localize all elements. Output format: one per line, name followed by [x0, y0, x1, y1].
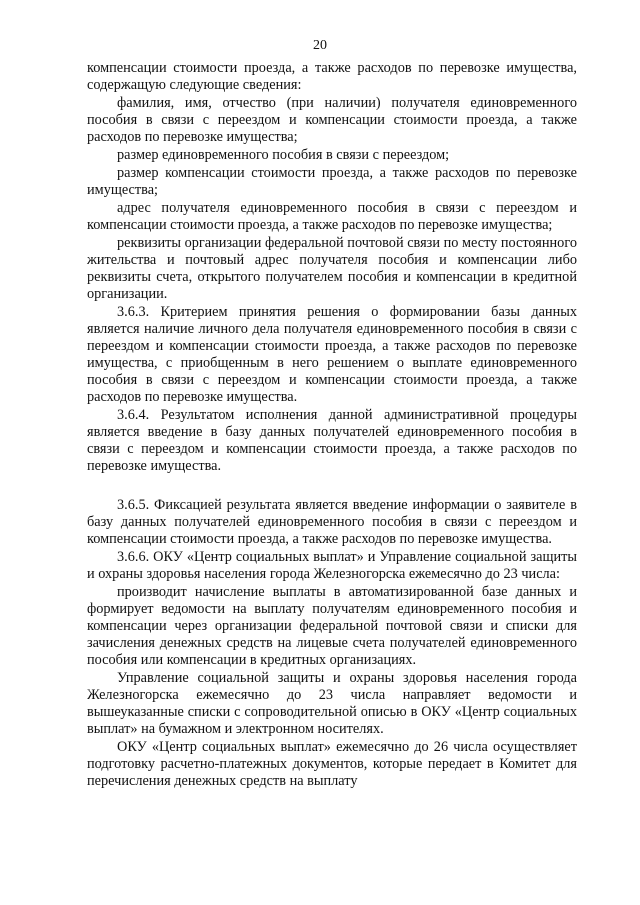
paragraph-list-item-requisites: реквизиты организации федеральной почтовой связи по месту постоянного жительства и почтовый адрес получателя пособия и компенсации либо реквизиты счета, открытого получателем пособия и компенсации в кредитной организации.: [87, 235, 577, 302]
paragraph-department-sends: Управление социальной защиты и охраны здоровья населения города Железногорска ежемесячно до 23 числа направляет ведомости и вышеуказанные списки с сопроводительной описью в ОКУ «Центр социальных выплат» на бумажном и электронном носителях.: [87, 670, 577, 737]
paragraph-list-item-name: фамилия, имя, отчество (при наличии) получателя единовременного пособия в связи с переездом и компенсации стоимости проезда, а также расходов по перевозке имущества;: [87, 95, 577, 145]
paragraph-3-6-3: 3.6.3. Критерием принятия решения о формировании базы данных является наличие личного дела получателя единовременного пособия в связи с переездом и компенсации стоимости проезда, а также расходов по перевозке имущества, с приобщенным в него решением о выплате единовременного пособия в связи с переездом и компенсации стоимости проезда, а также расходов по перевозке имущества.: [87, 304, 577, 405]
page-number: 20: [313, 38, 327, 53]
paragraph-oku-prepares: ОКУ «Центр социальных выплат» ежемесячно до 26 числа осуществляет подготовку расчетно-платежных документов, которые передает в Комитет для перечисления денежных средств на выплату: [87, 739, 577, 789]
document-body: [87, 60, 577, 790]
paragraph-list-item-compensation-size: размер компенсации стоимости проезда, а также расходов по перевозке имущества;: [87, 165, 577, 198]
paragraph-list-item-allowance-size: размер единовременного пособия в связи с переездом;: [117, 147, 450, 163]
paragraph-accrual: производит начисление выплаты в автоматизированной базе данных и формирует ведомости на выплату получателям единовременного пособия и компенсации через организации федеральной почтовой связи и списки для зачисления денежных средств на лицевые счета получателей единовременного пособия или компенсации в кредитных организациях.: [87, 584, 577, 668]
paragraph-list-item-address: адрес получателя единовременного пособия в связи с переездом и компенсации стоимости проезда, а также расходов по перевозке имущества;: [87, 200, 577, 233]
paragraph-continuation: компенсации стоимости проезда, а также расходов по перевозке имущества, содержащую следующие сведения:: [87, 60, 577, 93]
paragraph-3-6-5: 3.6.5. Фиксацией результата является введение информации о заявителе в базу данных получателей единовременного пособия в связи с переездом и компенсации стоимости проезда, а также расходов по перевозке имущества.: [87, 497, 577, 547]
paragraph-3-6-4: 3.6.4. Результатом исполнения данной административной процедуры является введение в базу данных получателей единовременного пособия в связи с переездом и компенсации стоимости проезда, а также расходов по перевозке имущества.: [87, 407, 577, 474]
paragraph-3-6-6: 3.6.6. ОКУ «Центр социальных выплат» и Управление социальной защиты и охраны здоровья населения города Железногорска ежемесячно до 23 числа:: [87, 549, 577, 582]
